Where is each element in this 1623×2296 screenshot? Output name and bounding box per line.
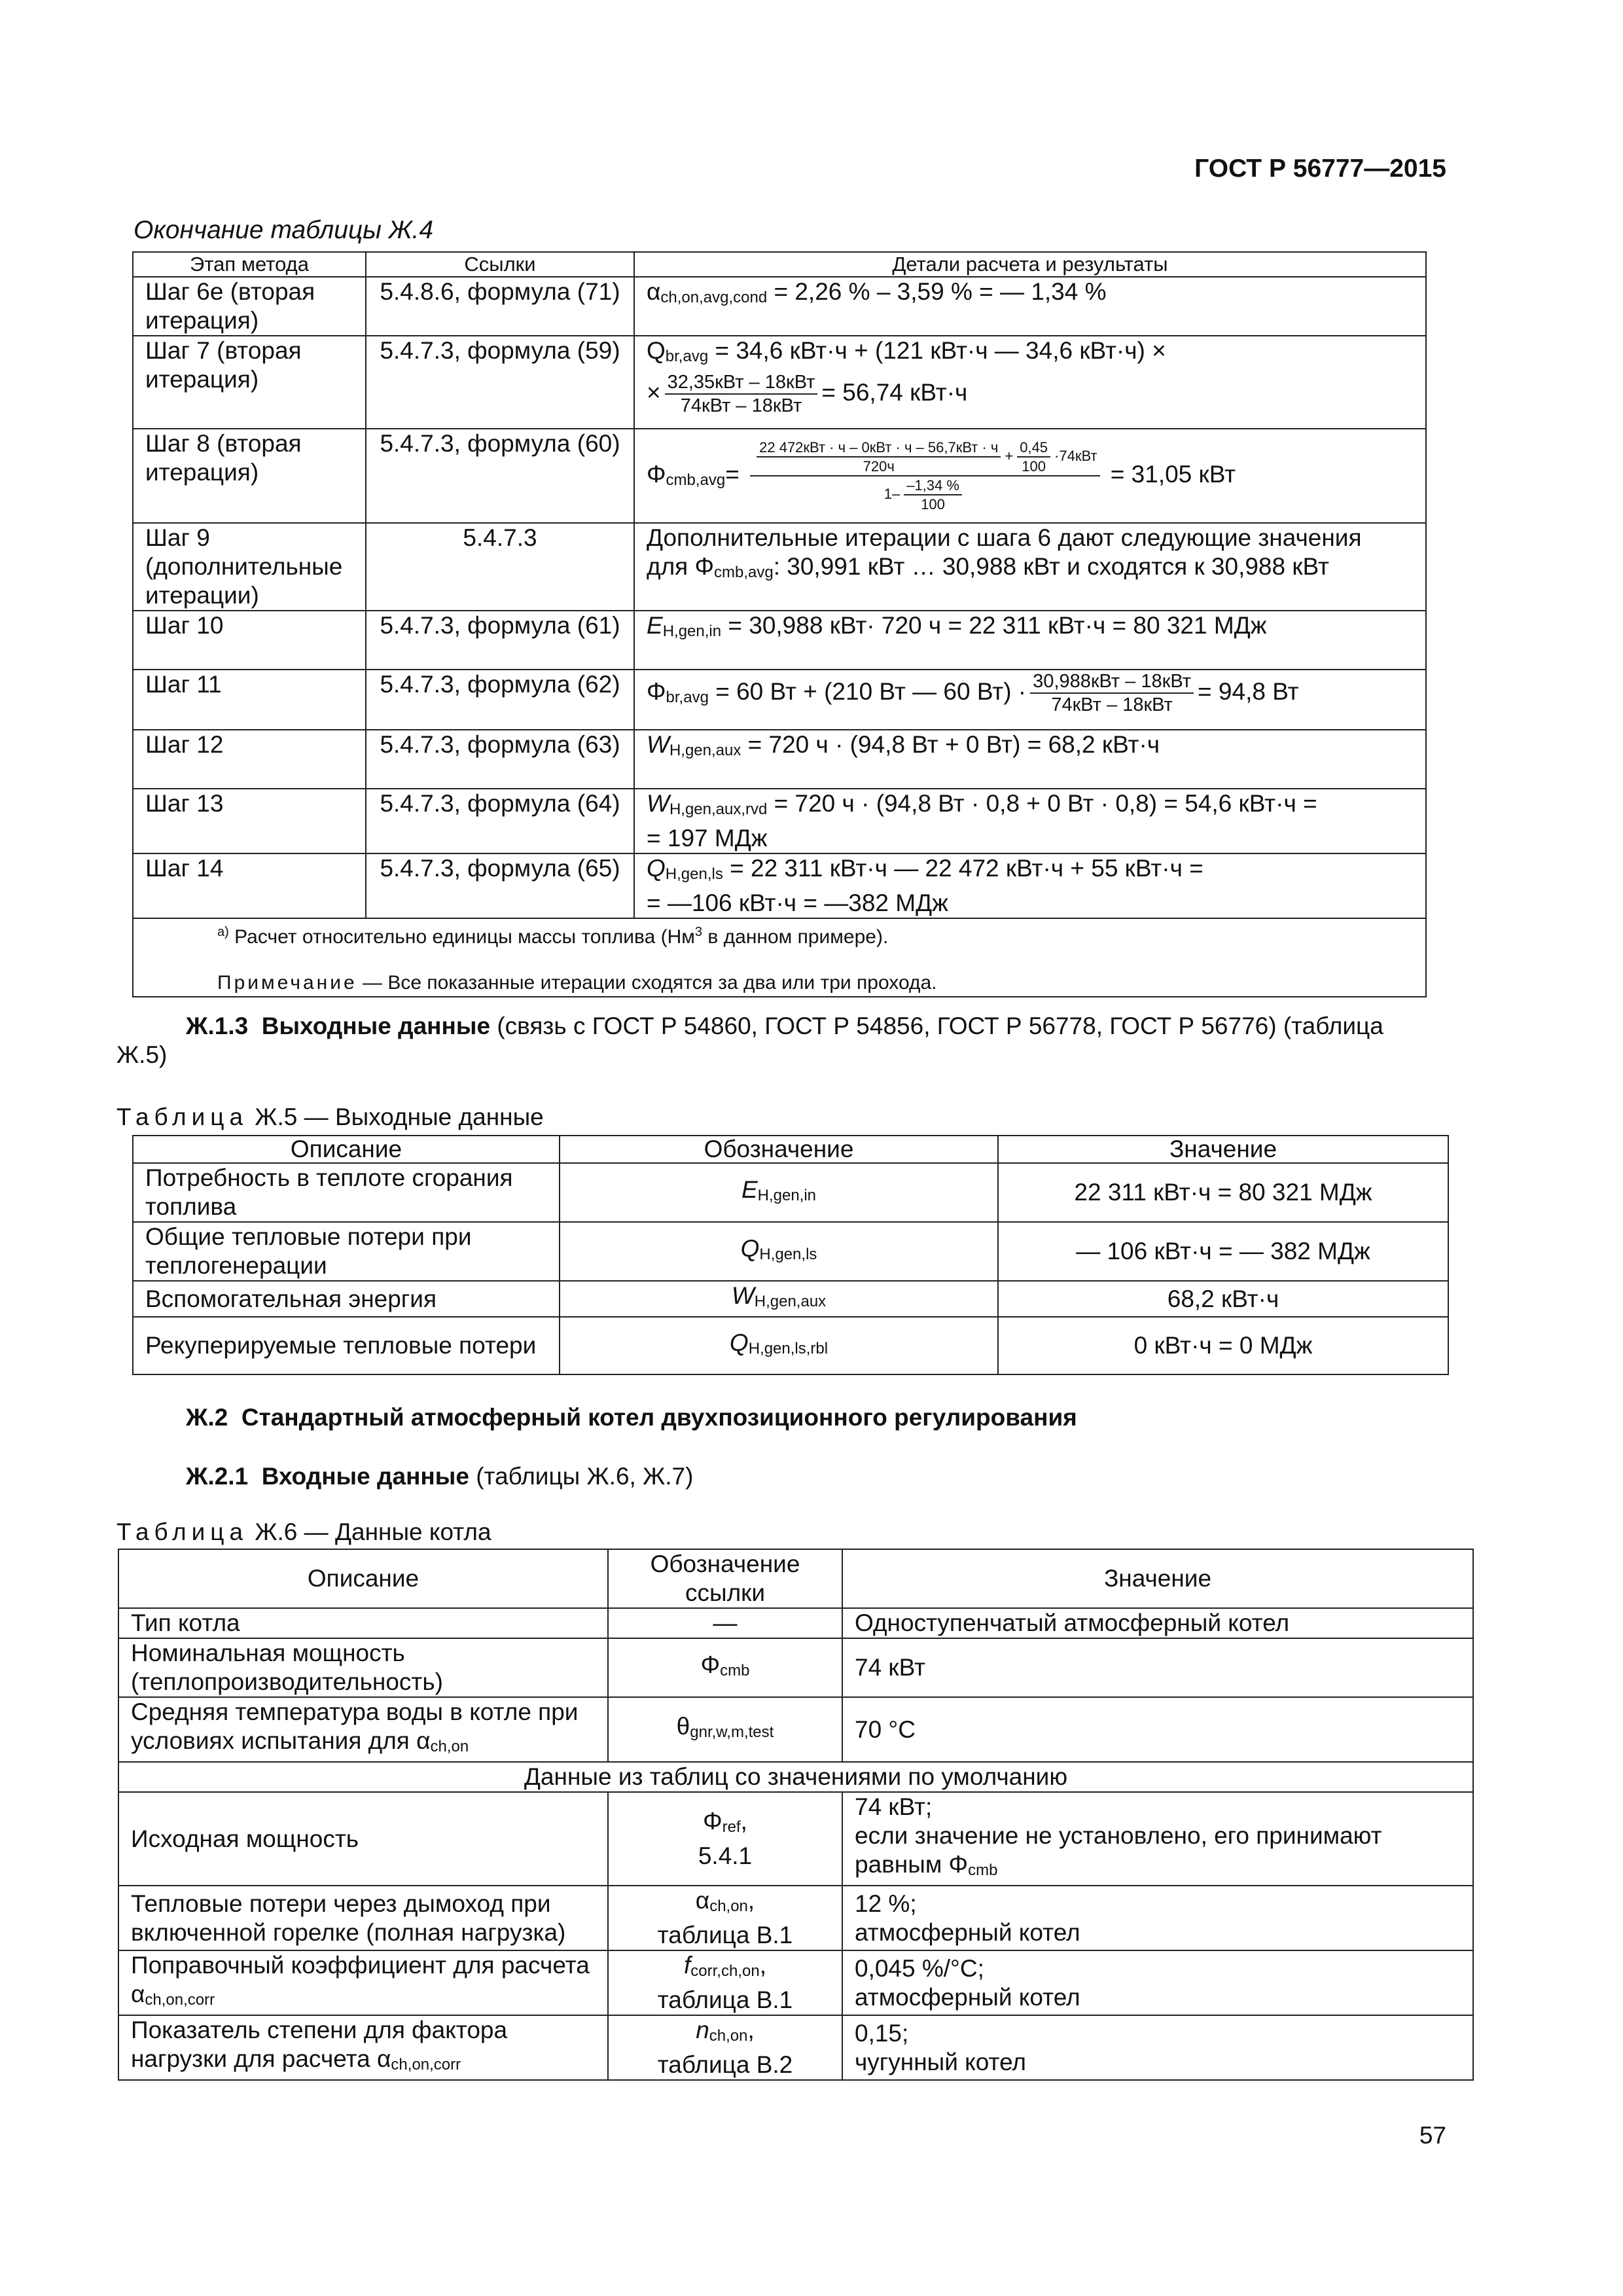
caption-label: Таблица	[116, 1518, 249, 1545]
symbol: Q	[729, 1329, 749, 1356]
footnote-text: Расчет относительно единицы массы топлива (Нм	[234, 926, 695, 948]
symbol: α	[695, 1887, 710, 1914]
symbol: W	[731, 1282, 755, 1309]
stage-cell: Шаг 11	[133, 670, 366, 730]
ref-cell	[608, 2015, 842, 2080]
symbol: θ	[676, 1713, 690, 1740]
value-cell	[842, 1950, 1473, 2015]
section-number: Ж.2	[186, 1404, 228, 1431]
formula-result: = 56,74 кВт·ч	[821, 378, 968, 406]
group-row	[118, 1762, 1473, 1792]
formula-symbol: Q	[647, 855, 666, 882]
ref-cell	[608, 1792, 842, 1886]
stage-cell: Шаг 9 (дополнительные итерации)	[133, 523, 366, 611]
column-header: Значение	[842, 1549, 1473, 1608]
table-row	[118, 1792, 1473, 1886]
description-cell: Исходная мощность	[118, 1792, 608, 1886]
ref-cell: 5.4.8.6, формула (71)	[366, 277, 634, 336]
footnote-superscript: 3	[694, 925, 703, 939]
table-row	[133, 277, 1426, 336]
value-line: 0,15;	[855, 2019, 909, 2047]
description-subscript: ch,on	[430, 1738, 469, 1755]
table-row	[133, 1222, 1448, 1281]
denominator: 720ч	[863, 458, 895, 475]
details-line: Дополнительные итерации с шага 6 дают следующие значения	[647, 524, 1362, 551]
description-cell: Вспомогательная энергия	[133, 1281, 560, 1317]
table-j5	[132, 1135, 1449, 1375]
formula-subscript: H,gen,aux,rvd	[669, 800, 768, 818]
value-line: атмосферный котел	[855, 1918, 1080, 1946]
details-cell	[634, 789, 1426, 853]
formula-subscript: ch,on,avg,cond	[660, 289, 768, 306]
formula-subscript: cmb,avg	[666, 471, 726, 489]
formula-symbol: W	[647, 731, 669, 758]
value-cell: 0 кВт·ч = 0 МДж	[998, 1317, 1448, 1374]
stage-cell: Шаг 10	[133, 611, 366, 670]
column-header: Описание	[118, 1549, 608, 1608]
denominator	[750, 476, 1099, 513]
group-heading: Данные из таблиц со значениями по умолчанию	[118, 1762, 1473, 1792]
section-number: Ж.1.3	[186, 1013, 249, 1039]
details-cell	[634, 853, 1426, 918]
formula-text: = 30,988 кВт· 720 ч = 22 311 кВт·ч = 80 321 МДж	[721, 612, 1267, 639]
section-j21-heading	[186, 1462, 693, 1491]
formula-subscript: cmb,avg	[714, 564, 774, 581]
value-line: 74 кВт;	[855, 1793, 933, 1820]
ref-cell: 5.4.7.3, формула (60)	[366, 429, 634, 523]
description-text: Показатель степени для фактора нагрузки для расчета α	[131, 2017, 508, 2072]
symbol: n	[696, 2017, 709, 2043]
value-cell: 68,2 кВт·ч	[998, 1281, 1448, 1317]
formula-symbol: Q	[647, 337, 666, 364]
ref-cell: —	[608, 1608, 842, 1638]
table-row	[133, 1163, 1448, 1222]
symbol-subscript: H,gen,ls,rbl	[748, 1339, 829, 1357]
description-text: Средняя температура воды в котле при условиях испытания для α	[131, 1698, 579, 1754]
equals-sign: =	[725, 460, 740, 488]
ref-text: таблица В.2	[657, 2051, 793, 2078]
numerator: 0,45	[1017, 439, 1050, 457]
multiplier: ·74кВт	[1054, 447, 1097, 464]
ref-cell	[608, 1638, 842, 1697]
symbol-subscript: H,gen,ls	[759, 1245, 817, 1263]
stage-cell: Шаг 12	[133, 730, 366, 789]
page-number: 57	[1419, 2122, 1446, 2149]
stage-cell: Шаг 7 (вторая итерация)	[133, 336, 366, 429]
formula-text: = 720 ч · (94,8 Вт + 0 Вт) = 68,2 кВт·ч	[741, 731, 1160, 758]
ref-text: таблица В.1	[657, 1922, 793, 1948]
description-cell: Потребность в теплоте сгорания топлива	[133, 1163, 560, 1222]
symbol-cell	[560, 1163, 998, 1222]
ref-cell: 5.4.7.3, формула (64)	[366, 789, 634, 853]
denominator: 74кВт – 18кВт	[680, 395, 802, 416]
value-cell: 22 311 кВт·ч = 80 321 МДж	[998, 1163, 1448, 1222]
description-cell: Номинальная мощность (теплопроизводительность)	[118, 1638, 608, 1697]
column-header: Значение	[998, 1136, 1448, 1163]
value-cell: 70 °С	[842, 1697, 1473, 1762]
ref-text: 5.4.1	[698, 1842, 753, 1869]
details-text: для Φ	[647, 553, 715, 580]
denominator: 100	[1022, 458, 1046, 475]
details-cell	[634, 611, 1426, 670]
stage-cell: Шаг 14	[133, 853, 366, 918]
section-text: (связь с ГОСТ Р 54860, ГОСТ Р 54856, ГОСТ Р 56778, ГОСТ Р 56776) (таблица	[490, 1013, 1383, 1039]
description-cell: Рекуперируемые тепловые потери	[133, 1317, 560, 1374]
value-cell	[842, 1792, 1473, 1886]
footnote-text: в данном примере).	[702, 926, 889, 948]
table-j4-caption: Окончание таблицы Ж.4	[134, 216, 434, 244]
symbol: f	[684, 1952, 691, 1979]
table-notes-row	[133, 918, 1426, 997]
column-header: Ссылки	[366, 252, 634, 277]
formula-continuation: = 197 МДж	[647, 825, 768, 852]
caption-text: Ж.5 — Выходные данные	[248, 1103, 544, 1130]
section-number: Ж.2.1	[186, 1463, 249, 1490]
value-line: атмосферный котел	[855, 1983, 1080, 2011]
ref-separator: ,	[747, 1887, 755, 1914]
big-fraction	[750, 439, 1099, 513]
column-header: Описание	[133, 1136, 560, 1163]
formula-symbol: E	[647, 612, 663, 639]
table-notes	[133, 918, 1426, 997]
table-row	[133, 730, 1426, 789]
symbol-subscript: cmb	[720, 1661, 750, 1679]
numerator: 30,988кВт – 18кВт	[1030, 670, 1194, 694]
formula-text: = 34,6 кВт·ч + (121 кВт·ч — 34,6 кВт·ч) ×	[708, 337, 1166, 364]
note-text: — Все показанные итерации сходятся за два или три прохода.	[357, 972, 937, 994]
stage-cell: Шаг 13	[133, 789, 366, 853]
fraction	[1030, 670, 1194, 716]
description-cell: Тип котла	[118, 1608, 608, 1638]
description-cell: Тепловые потери через дымоход при включенной горелке (полная нагрузка)	[118, 1886, 608, 1950]
formula-result: = 94,8 Вт	[1198, 677, 1299, 705]
fraction	[757, 439, 1001, 475]
footnote-mark: а)	[217, 925, 229, 939]
table-row	[133, 789, 1426, 853]
table-row	[118, 1608, 1473, 1638]
symbol-subscript: corr,ch,on	[690, 1962, 760, 1980]
symbol: E	[741, 1175, 758, 1203]
column-header: Этап метода	[133, 252, 366, 277]
caption-label: Таблица	[116, 1103, 249, 1130]
symbol-subscript: ch,on	[709, 2027, 748, 2045]
section-title: Входные данные	[261, 1463, 469, 1490]
description-subscript: ch,on,corr	[391, 2056, 461, 2073]
symbol-cell	[560, 1281, 998, 1317]
table-header-row	[133, 252, 1426, 277]
section-text: (таблицы Ж.6, Ж.7)	[469, 1463, 694, 1490]
ref-cell	[608, 1950, 842, 2015]
table-row	[133, 853, 1426, 918]
symbol: Φ	[703, 1808, 722, 1835]
formula-symbol: Φ	[647, 460, 666, 488]
numerator: 22 472кВт · ч – 0кВт · ч – 56,7кВт · ч	[757, 439, 1001, 457]
symbol-subscript: ch,on	[709, 1897, 748, 1915]
stage-cell: Шаг 8 (вторая итерация)	[133, 429, 366, 523]
fraction	[665, 371, 818, 417]
plus-sign: +	[1005, 447, 1014, 464]
symbol-subscript: H,gen,in	[757, 1186, 817, 1204]
column-header: Обозначение ссылки	[608, 1549, 842, 1608]
value-line: если значение не установлено, его принимают	[855, 1822, 1382, 1849]
formula-subscript: br,avg	[666, 688, 709, 706]
details-cell	[634, 670, 1426, 730]
table-row	[133, 670, 1426, 730]
description-subscript: ch,on,corr	[145, 1991, 215, 2009]
ref-separator: ,	[740, 1808, 747, 1835]
formula-subscript: H,gen,aux	[669, 742, 741, 759]
formula-subscript: H,gen,in	[662, 622, 722, 640]
value-cell: Одноступенчатый атмосферный котел	[842, 1608, 1473, 1638]
ref-cell: 5.4.7.3, формула (63)	[366, 730, 634, 789]
note-label: Примечание	[217, 972, 357, 994]
multiply-sign: ×	[647, 378, 661, 406]
value-line: 12 %;	[855, 1890, 917, 1917]
formula-continuation: = —106 кВт·ч = —382 МДж	[647, 889, 948, 916]
column-header: Обозначение	[560, 1136, 998, 1163]
fraction	[1017, 439, 1050, 475]
table-row	[133, 611, 1426, 670]
value-cell	[842, 1886, 1473, 1950]
table-row	[118, 1886, 1473, 1950]
table-header-row	[118, 1549, 1473, 1608]
ref-separator: ,	[747, 2017, 755, 2043]
numerator	[750, 439, 1099, 476]
formula-subscript: br,avg	[665, 348, 709, 365]
one-minus: 1–	[883, 485, 901, 502]
formula-symbol: α	[647, 278, 661, 305]
table-row	[133, 429, 1426, 523]
formula-text: = 22 311 кВт·ч — 22 472 кВт·ч + 55 кВт·ч =	[722, 855, 1204, 882]
symbol-subscript: H,gen,aux	[754, 1293, 827, 1310]
note	[217, 970, 1414, 996]
details-cell	[634, 730, 1426, 789]
formula-text: = 60 Вт + (210 Вт — 60 Вт) ·	[708, 677, 1027, 705]
value-line: равным Φ	[855, 1851, 969, 1878]
description-cell: Общие тепловые потери при теплогенерации	[133, 1222, 560, 1281]
ref-separator: ,	[759, 1952, 766, 1979]
ref-cell: 5.4.7.3, формула (65)	[366, 853, 634, 918]
section-title: Стандартный атмосферный котел двухпозиционного регулирования	[241, 1404, 1077, 1431]
ref-cell	[608, 1697, 842, 1762]
denominator: 74кВт – 18кВт	[1051, 694, 1173, 715]
table-row	[118, 1950, 1473, 2015]
section-text: Ж.5)	[116, 1041, 168, 1068]
value-cell: 74 кВт	[842, 1638, 1473, 1697]
formula-result: = 31,05 кВт	[1110, 460, 1236, 488]
value-subscript: cmb	[968, 1861, 998, 1879]
ref-text: таблица В.1	[657, 1986, 793, 2013]
ref-cell: 5.4.7.3	[366, 523, 634, 611]
symbol-cell	[560, 1222, 998, 1281]
numerator: 32,35кВт – 18кВт	[665, 371, 818, 395]
table-row	[133, 523, 1426, 611]
column-header: Детали расчета и результаты	[634, 252, 1426, 277]
table-row	[133, 1281, 1448, 1317]
symbol-subscript: gnr,w,m,test	[690, 1723, 774, 1741]
table-row	[118, 1638, 1473, 1697]
details-cell	[634, 523, 1426, 611]
footnote	[217, 919, 1414, 950]
description-cell	[118, 1697, 608, 1762]
symbol-subscript: ref	[722, 1818, 741, 1836]
standard-number: ГОСТ Р 56777—2015	[1194, 154, 1446, 183]
section-j13-paragraph	[116, 1012, 1446, 1069]
table-row	[133, 1317, 1448, 1374]
table-row	[118, 1697, 1473, 1762]
formula-symbol: Φ	[647, 677, 666, 705]
table-row	[133, 336, 1426, 429]
table-j4	[132, 251, 1427, 997]
ref-cell: 5.4.7.3, формула (61)	[366, 611, 634, 670]
caption-text: Ж.6 — Данные котла	[248, 1518, 491, 1545]
formula-symbol: W	[647, 790, 669, 817]
details-cell	[634, 277, 1426, 336]
symbol: Q	[740, 1234, 760, 1262]
description-cell	[118, 1950, 608, 2015]
value-line: чугунный котел	[855, 2048, 1027, 2075]
symbol-cell	[560, 1317, 998, 1374]
table-j6	[118, 1549, 1474, 2081]
details-text: : 30,991 кВт … 30,988 кВт и сходятся к 30,988 кВт	[773, 553, 1329, 580]
symbol: Φ	[700, 1651, 721, 1678]
formula-subscript: H,gen,ls	[665, 865, 723, 883]
value-line: 0,045 %/°С;	[855, 1954, 984, 1982]
section-j2-heading	[186, 1403, 1077, 1432]
ref-cell: 5.4.7.3, формула (62)	[366, 670, 634, 730]
numerator: –1,34 %	[904, 476, 962, 495]
details-cell	[634, 429, 1426, 523]
denominator: 100	[921, 496, 945, 512]
description-text: Поправочный коэффициент для расчета α	[131, 1952, 590, 2007]
fraction	[904, 476, 962, 513]
table-header-row	[133, 1136, 1448, 1163]
table-j5-caption	[116, 1103, 544, 1131]
stage-cell: Шаг 6е (вторая итерация)	[133, 277, 366, 336]
formula-text: = 2,26 % – 3,59 % = — 1,34 %	[767, 278, 1107, 305]
table-j6-caption	[116, 1518, 491, 1546]
details-cell	[634, 336, 1426, 429]
ref-cell: 5.4.7.3, формула (59)	[366, 336, 634, 429]
value-cell	[842, 2015, 1473, 2080]
table-row	[118, 2015, 1473, 2080]
section-title: Выходные данные	[261, 1013, 491, 1039]
ref-cell	[608, 1886, 842, 1950]
formula-text: = 720 ч · (94,8 Вт · 0,8 + 0 Вт · 0,8) = 54,6 кВт·ч =	[767, 790, 1317, 817]
value-cell: — 106 кВт·ч = — 382 МДж	[998, 1222, 1448, 1281]
description-cell	[118, 2015, 608, 2080]
